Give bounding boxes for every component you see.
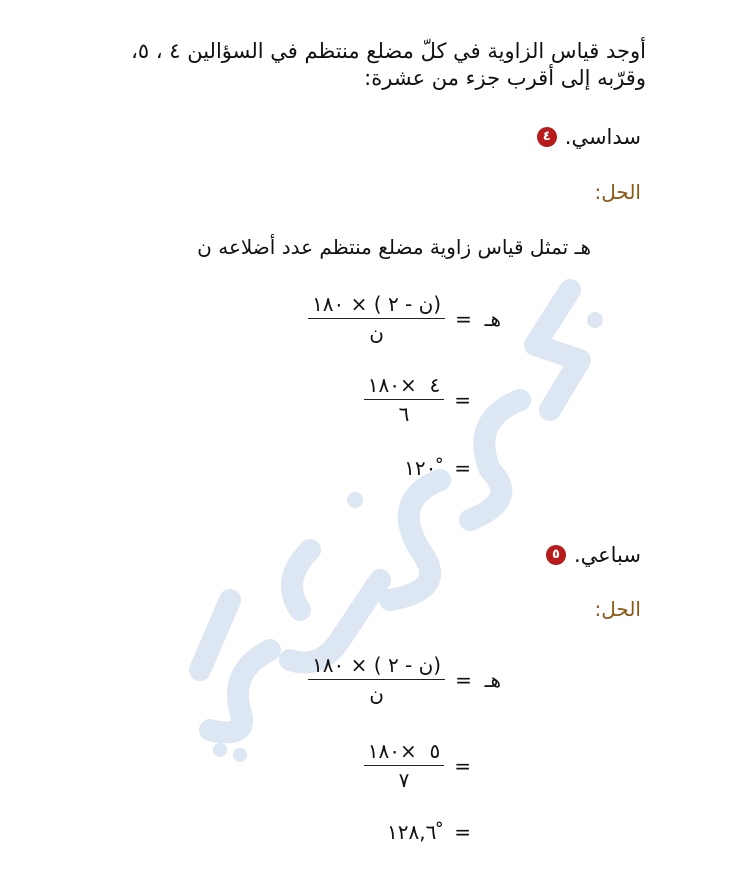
q5-eq3-lhs: = [454, 820, 471, 844]
question-5 [546, 541, 641, 569]
q4-equation-3 [404, 456, 471, 480]
question-5-solution-label: الحل: [594, 597, 641, 621]
question-5-text: سباعي. [573, 543, 641, 567]
intro-line-1: أوجد قياس الزاوية في كلّ مضلع منتظم في السؤالين ٤ ، ٥، [131, 39, 646, 63]
question-5-badge: ٥ [546, 545, 566, 565]
q4-eq2-denominator: ٦ [398, 402, 410, 426]
q4-eq1-lhs: هـ = [455, 306, 501, 331]
q4-eq1-numerator: (ن - ٢ ) × ١٨٠ [312, 292, 442, 316]
q5-eq2-denominator: ٧ [398, 768, 410, 792]
q5-equation-3 [387, 820, 471, 844]
q4-eq3-result: ١٢٠ ْ [404, 456, 443, 480]
q4-eq2-numerator: ٤ ×١٨٠ [367, 373, 441, 397]
q5-eq2-lhs: = [454, 753, 471, 778]
q5-equation-2 [364, 739, 471, 792]
q5-eq2-fraction [364, 739, 444, 792]
q5-eq1-numerator: (ن - ٢ ) × ١٨٠ [312, 653, 442, 677]
q5-eq1-lhs: هـ = [455, 667, 501, 692]
q5-eq1-denominator: ن [369, 682, 384, 706]
question-4-statement: هـ تمثل قياس زاوية مضلع منتظم عدد أضلاعه ن [197, 235, 591, 259]
question-4-solution-label: الحل: [594, 180, 641, 204]
q4-equation-1 [308, 292, 501, 345]
q4-eq2-fraction [364, 373, 444, 426]
q4-eq1-denominator: ن [369, 321, 384, 345]
q5-eq3-result: ١٢٨,٦ ْ [387, 820, 443, 844]
q4-eq1-fraction [308, 292, 445, 345]
intro-line-2: وقرّبه إلى أقرب جزء من عشرة: [364, 66, 646, 90]
q5-eq2-numerator: ٥ ×١٨٠ [367, 739, 441, 763]
intro-text [66, 38, 646, 92]
q4-eq3-lhs: = [454, 456, 471, 480]
q5-equation-1 [308, 653, 501, 706]
question-4-badge: ٤ [537, 127, 557, 147]
q4-equation-2 [364, 373, 471, 426]
question-4-text: سداسي. [564, 125, 641, 149]
q5-eq1-fraction [308, 653, 445, 706]
question-4 [537, 123, 641, 151]
q4-eq2-lhs: = [454, 387, 471, 412]
